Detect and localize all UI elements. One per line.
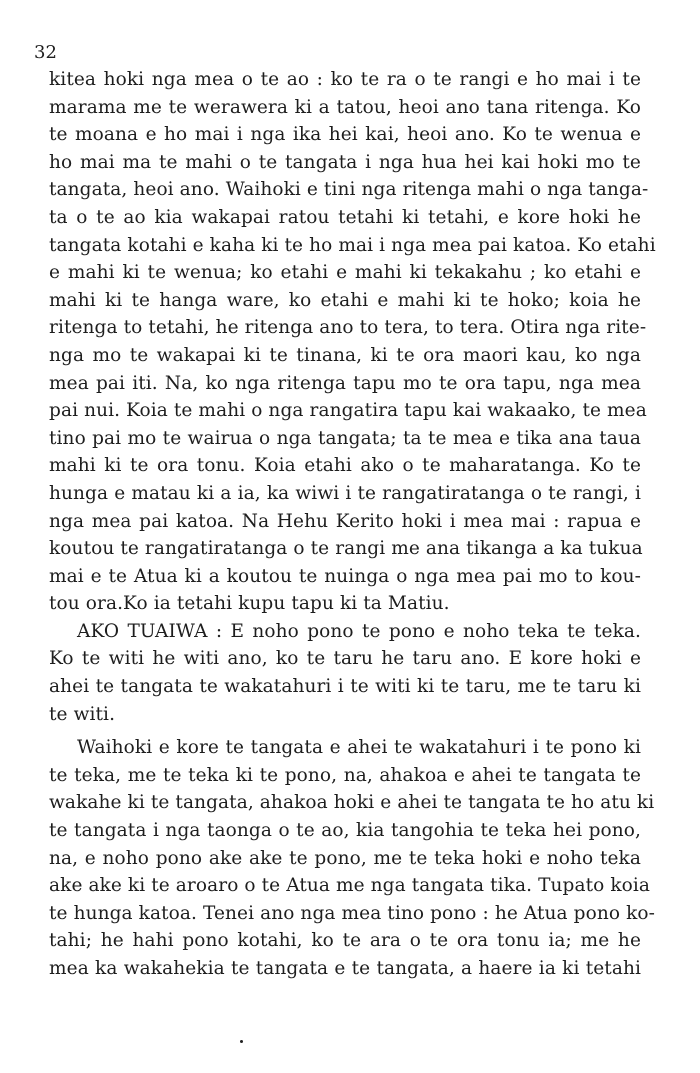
text-line: Waihoki e kore te tangata e ahei te wakatahuri i te pono ki: [77, 737, 641, 759]
page-number: 32: [34, 42, 57, 63]
text-line: na, e noho pono ake ake te pono, me te teka hoki e noho teka: [49, 847, 641, 869]
text-line: ho mai ma te mahi o te tangata i nga hua hei kai hoki mo te: [49, 151, 641, 173]
text-line: marama me te werawera ki a tatou, heoi ano tana ritenga. Ko: [49, 96, 641, 118]
ink-dot: [240, 1040, 243, 1043]
text-line: AKO TUAIWA : E noho pono te pono e noho teka te teka.: [77, 620, 641, 642]
text-line: mea pai iti. Na, ko nga ritenga tapu mo te ora tapu, nga mea: [49, 372, 641, 394]
text-line: wakahe ki te tangata, ahakoa hoki e ahei te tangata te ho atu ki: [49, 792, 655, 814]
text-line: ritenga to tetahi, he ritenga ano to tera, to tera. Otira nga rite-: [49, 317, 647, 339]
text-line: te witi.: [49, 703, 116, 725]
text-line: nga mo te wakapai ki te tinana, ki te ora maori kau, ko nga: [49, 344, 641, 366]
text-line: tino pai mo te wairua o nga tangata; ta te mea e tika ana taua: [49, 427, 641, 449]
body-text: [49, 66, 656, 983]
text-line: kitea hoki nga mea o te ao : ko te ra o te rangi e ho mai i te: [49, 69, 641, 90]
text-line: ake ake ki te aroaro o te Atua me nga tangata tika. Tupato koia: [49, 875, 651, 897]
text-line: ta o te ao kia wakapai ratou tetahi ki tetahi, e kore hoki he: [49, 206, 641, 228]
text-line: mai e te Atua ki a koutou te nuinga o nga mea pai mo to kou-: [49, 565, 641, 587]
text-line: tahi; he hahi pono kotahi, ko te ara o te ora tonu ia; me he: [49, 930, 641, 952]
text-line: nga mea pai katoa. Na Hehu Kerito hoki i mea mai : rapua e: [49, 510, 641, 532]
text-line: mea ka wakahekia te tangata e te tangata, a haere ia ki tetahi: [49, 958, 641, 979]
text-line: te hunga katoa. Tenei ano nga mea tino pono : he Atua pono ko-: [49, 902, 655, 924]
text-line: te moana e ho mai i nga ika hei kai, heoi ano. Ko te wenua e: [49, 124, 641, 146]
text-line: pai nui. Koia te mahi o nga rangatira tapu kai wakaako, te mea: [49, 400, 647, 422]
text-line: mahi ki te ora tonu. Koia etahi ako o te maharatanga. Ko te: [49, 455, 641, 477]
text-line: tou ora.Ko ia tetahi kupu tapu ki ta Matiu.: [49, 593, 450, 615]
text-line: koutou te rangatiratanga o te rangi me ana tikanga a ka tukua: [49, 538, 643, 560]
text-line: Ko te witi he witi ano, ko te taru he taru ano. E kore hoki e: [49, 648, 641, 670]
text-line: te tangata i nga taonga o te ao, kia tangohia te teka hei pono,: [49, 820, 641, 842]
paragraph-2: [49, 618, 641, 728]
text-line: ahei te tangata te wakatahuri i te witi ki te taru, me te taru ki: [49, 676, 641, 698]
paragraph-1: [49, 66, 656, 618]
text-line: e mahi ki te wenua; ko etahi e mahi ki tekakahu ; ko etahi e: [49, 262, 641, 284]
paragraph-3: [49, 734, 655, 982]
text-line: tangata, heoi ano. Waihoki e tini nga ritenga mahi o nga tanga-: [49, 179, 649, 201]
text-line: hunga e matau ki a ia, ka wiwi i te rangatiratanga o te rangi, i: [49, 482, 641, 504]
text-line: tangata kotahi e kaha ki te ho mai i nga mea pai katoa. Ko etahi: [49, 234, 656, 256]
text-line: mahi ki te hanga ware, ko etahi e mahi ki te hoko; koia he: [49, 289, 641, 311]
text-line: te teka, me te teka ki te pono, na, ahakoa e ahei te tangata te: [49, 764, 641, 786]
